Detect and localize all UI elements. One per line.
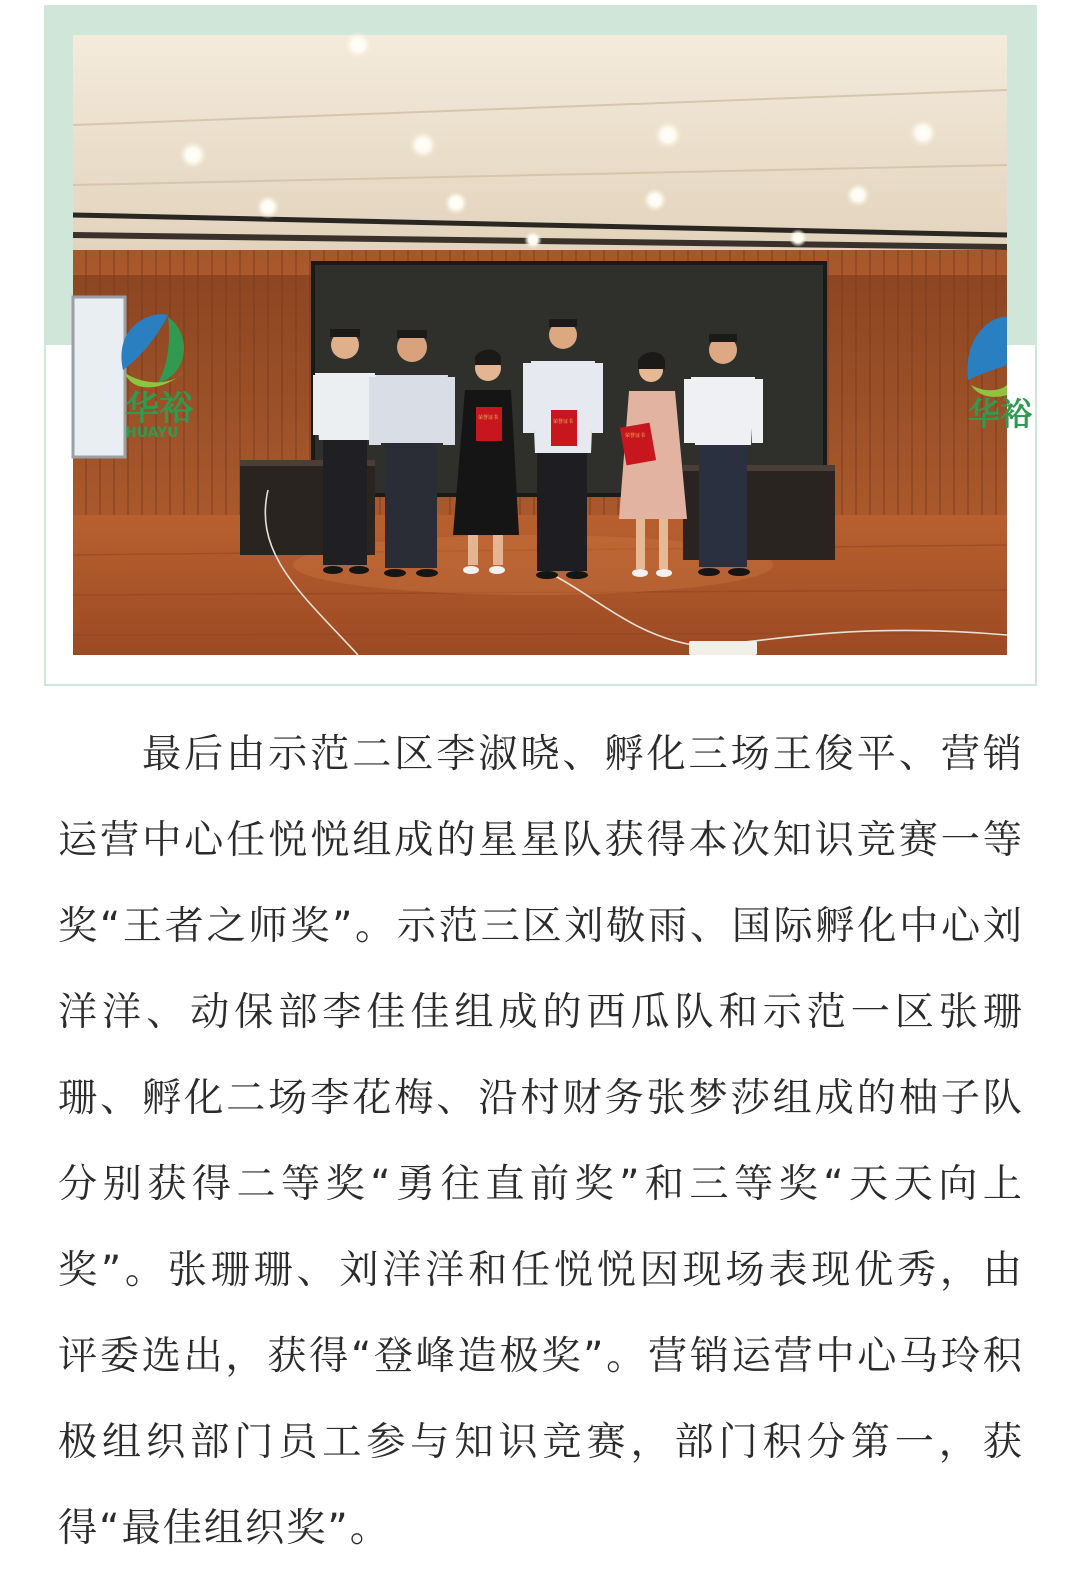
article-paragraph: 最后由示范二区李淑晓、孵化三场王俊平、营销运营中心任悦悦组成的星星队获得本次知识竞赛一等奖“王者之师奖”。示范三区刘敬雨、国际孵化中心刘洋洋、动保部李佳佳组成的西瓜队和示范一区张珊珊、孵化二场李花梅、沿村财务张梦莎组成的柚子队分别获得二等奖“勇往直前奖”和三等奖“天天向上奖”。张珊珊、刘洋洋和任悦悦因现场表现优秀，由评委选出，获得“登峰造极奖”。营销运营中心马玲积极组织部门员工参与知识竞赛，部门积分第一，获得“最佳组织奖”。 xyxy=(58,732,1024,1551)
svg-text:荣誉证书: 荣誉证书 xyxy=(478,415,499,421)
svg-text:华裕: 华裕 xyxy=(968,395,1033,433)
svg-text:荣誉证书: 荣誉证书 xyxy=(553,419,574,425)
svg-text:HUAYU: HUAYU xyxy=(125,425,179,441)
svg-text:荣誉证书: 荣誉证书 xyxy=(625,433,646,439)
svg-text:华裕: 华裕 xyxy=(125,389,193,429)
award-ceremony-photo xyxy=(73,35,1033,655)
